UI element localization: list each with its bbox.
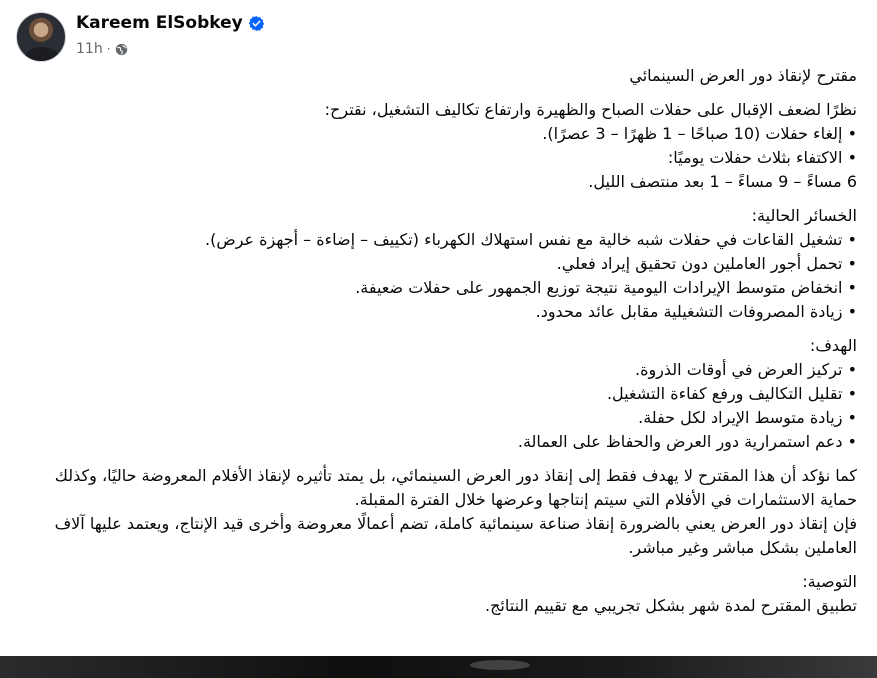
avatar-figure	[24, 47, 60, 62]
losses-heading: الخسائر الحالية:	[751, 206, 857, 225]
spacer	[20, 194, 857, 204]
post-body	[20, 64, 857, 618]
globe-icon[interactable]	[115, 43, 128, 56]
avatar[interactable]	[16, 12, 66, 62]
verified-badge-icon	[248, 15, 265, 32]
spacer	[20, 88, 857, 98]
goal-item: • تركيز العرض في أوقات الذروة.	[634, 360, 857, 379]
media-highlight	[470, 660, 530, 670]
spacer	[20, 560, 857, 570]
post-meta	[76, 41, 128, 57]
post-media[interactable]	[0, 656, 877, 678]
author-name[interactable]: Kareem ElSobkey	[76, 13, 243, 33]
loss-item: • تشغيل القاعات في حفلات شبه خالية مع نفس استهلاك الكهرباء (تكييف – إضاءة – أجهزة عرض).	[205, 230, 857, 249]
goal-heading: الهدف:	[809, 336, 857, 355]
author-row	[76, 13, 265, 33]
goal-item: • زيادة متوسط الإيراد لكل حفلة.	[638, 408, 857, 427]
closing-paragraph: كما نؤكد أن هذا المقترح لا يهدف فقط إلى إنقاذ دور العرض السينمائي، بل يمتد تأثيره لإنقاذ الأفلام المعروضة حاليًا، وكذلك حماية الاستثمارات في الأفلام التي سيتم إنتاجها وعرضها خلال الفترة المقبلة.	[54, 466, 857, 509]
post-header	[14, 10, 414, 66]
post-title: مقترح لإنقاذ دور العرض السينمائي	[629, 66, 857, 85]
spacer	[20, 324, 857, 334]
goal-item: • تقليل التكاليف ورفع كفاءة التشغيل.	[606, 384, 857, 403]
loss-item: • زيادة المصروفات التشغيلية مقابل عائد محدود.	[535, 302, 857, 321]
post-timestamp[interactable]: 11h	[76, 41, 103, 57]
proposal-item: • الاكتفاء بثلاث حفلات يوميًا:	[667, 148, 857, 167]
meta-separator: ·	[106, 42, 111, 56]
proposal-item: 6 مساءً – 9 مساءً – 1 بعد منتصف الليل.	[588, 172, 857, 191]
loss-item: • انخفاض متوسط الإيرادات اليومية نتيجة توزيع الجمهور على حفلات ضعيفة.	[355, 278, 857, 297]
recommendation-text: تطبيق المقترح لمدة شهر بشكل تجريبي مع تقييم النتائج.	[485, 596, 857, 615]
closing-paragraph: فإن إنقاذ دور العرض يعني بالضرورة إنقاذ صناعة سينمائية كاملة، تضم أعمالًا معروضة وأخرى قيد الإنتاج، ويعتمد عليها آلاف العاملين بشكل مباشر وغير مباشر.	[54, 514, 857, 557]
spacer	[20, 454, 857, 464]
loss-item: • تحمل أجور العاملين دون تحقيق إيراد فعلي.	[556, 254, 857, 273]
intro-text: نظرًا لضعف الإقبال على حفلات الصباح والظهيرة وارتفاع تكاليف التشغيل، نقترح:	[324, 100, 857, 119]
proposal-item: • إلغاء حفلات (10 صباحًا – 1 ظهرًا – 3 عصرًا).	[542, 124, 857, 143]
goal-item: • دعم استمرارية دور العرض والحفاظ على العمالة.	[517, 432, 857, 451]
recommendation-heading: التوصية:	[802, 572, 857, 591]
